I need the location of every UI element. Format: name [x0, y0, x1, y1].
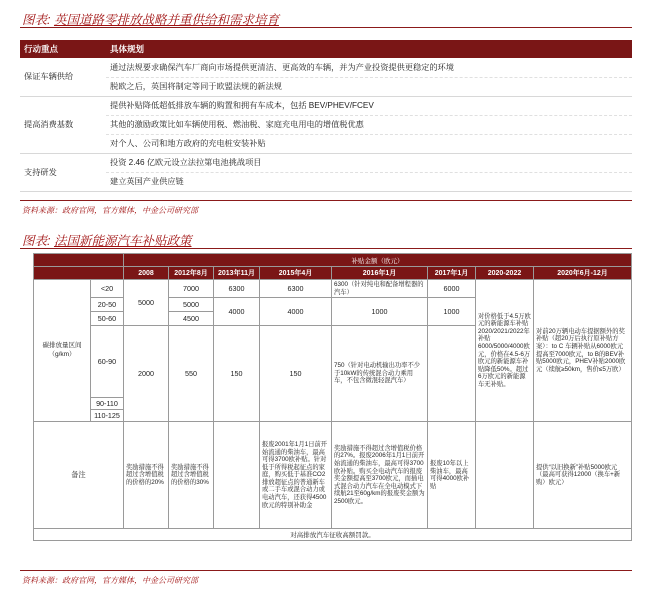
t2-note-empty — [476, 422, 534, 529]
figure2-prefix: 图表: — [22, 234, 51, 248]
t1-item: 投资 2.46 亿欧元设立法拉第电池挑战项目 — [106, 153, 632, 172]
t2-band-label: 补贴金额（欧元） — [124, 254, 632, 267]
t1-header-plan: 具体规划 — [106, 40, 632, 58]
figure1-top-rule — [20, 27, 632, 28]
t2-range: 50-60 — [91, 312, 124, 326]
figure2-source: 资料来源：政府官网，官方媒体，中金公司研究部 — [22, 576, 198, 585]
t2-range: 60-90 — [91, 326, 124, 398]
figure1-title — [22, 10, 279, 28]
t2-cell: 750（针对电动机输出功率不少于10kW的传统混合动力乘用车，不包含微混轻混汽车） — [332, 326, 428, 422]
t2-cell: 550 — [169, 326, 214, 422]
t2-note: 提供“以旧换新”补贴5000欧元（最高可获得12000（换车+新购）欧元） — [534, 422, 632, 529]
figure2-table — [33, 253, 632, 541]
t2-cell: 4000 — [214, 298, 260, 326]
t2-note-empty — [214, 422, 260, 529]
t1-category: 提高消费基数 — [20, 96, 106, 153]
t2-note-label: 备注 — [34, 422, 124, 529]
t2-footnote: 对高排放汽车征收高额罚款。 — [34, 529, 632, 541]
figure1-source: 资料来源：政府官网，官方媒体，中金公司研究部 — [22, 206, 198, 215]
t2-cell: 4500 — [169, 312, 214, 326]
t2-col-corner — [34, 267, 124, 280]
figure2-title — [22, 231, 191, 249]
figure1-title-text: 英国道路零排放战略并重供给和需求培育 — [53, 13, 279, 27]
t2-range: 90-110 — [91, 398, 124, 410]
figure2-title-text: 法国新能源汽车补贴政策 — [53, 234, 192, 248]
figure2-table-wrap — [33, 253, 631, 568]
t2-col-header: 2008 — [124, 267, 169, 280]
t2-range: 110-125 — [91, 410, 124, 422]
t2-cell: 6300（针对纯电和配备增程器的汽车） — [332, 280, 428, 298]
figure2-top-rule — [20, 248, 632, 249]
t1-item: 其他的激励政策比如车辆使用税、燃油税、家庭充电用电的增值税优惠 — [106, 115, 632, 134]
t2-cell: 1000 — [332, 298, 428, 326]
t2-note: 奖励措施不得超过含增值税的价格的20% — [124, 422, 169, 529]
figure2-bottom-rule — [20, 570, 632, 571]
t1-item: 提供补贴降低超低排放车辆的购置和拥有车成本，包括 BEV/PHEV/FCEV — [106, 96, 632, 115]
t2-range: 20-50 — [91, 298, 124, 312]
t2-cell: 对价格低于4.5万欧元的新能源车补贴 2020/2021/2022年补贴 6000/5000/4000欧元，价格在4.5-6万欧元的新能源车补贴降低50%。超过6万欧元的新能源车无补贴。 — [476, 280, 534, 422]
t1-category: 保证车辆供给 — [20, 58, 106, 96]
t2-cell: 7000 — [169, 280, 214, 298]
t2-col-header: 2020-2022 — [476, 267, 534, 280]
t2-cell-empty — [428, 326, 476, 422]
t2-range: <20 — [91, 280, 124, 298]
t2-cell: 150 — [260, 326, 332, 422]
t2-cell: 6000 — [428, 280, 476, 298]
t1-item: 对个人、公司和地方政府的充电桩安装补贴 — [106, 134, 632, 153]
t1-item: 通过法规要求确保汽车厂商向市场提供更清洁、更高效的车辆，并为产业投资提供更稳定的环境 — [106, 58, 632, 77]
figure1-table — [20, 40, 632, 192]
t2-note: 报废2001年1月1日前开始流通的柴油车，最高可得3700欧补贴。针对低于所得税起征点的家庭，购买低于基准CO2排放超征点的普通新车或二手车或混合动力或电动汽车，还获得4500欧元的特别补助金 — [260, 422, 332, 529]
figure1-prefix: 图表: — [22, 13, 51, 27]
t2-note: 报废10年以上柴油车，最高可得4000欧补贴 — [428, 422, 476, 529]
t1-item: 建立英国产业供应链 — [106, 172, 632, 191]
t2-band-empty — [34, 254, 124, 267]
t2-col-header: 2016年1月 — [332, 267, 428, 280]
t2-cell: 150 — [214, 326, 260, 422]
t1-item: 脱欧之后，英国将制定等同于欧盟法规的新法规 — [106, 77, 632, 96]
figure1-bottom-rule — [20, 200, 632, 201]
t2-row-label: 碳排放量区间（g/km） — [34, 280, 91, 422]
t2-cell: 4000 — [260, 298, 332, 326]
t2-cell: 6300 — [260, 280, 332, 298]
t2-col-header: 2013年11月 — [214, 267, 260, 280]
t2-cell: 对前20万辆电动车提据额外的奖补贴（超20万后执行原补贴方案）：to C 车辆补贴从6000欧元提高至7000欧元，to B的BEV补贴5000欧元，PHEV补贴2000欧元（续航≥50km，售价≤5万欧） — [534, 280, 632, 422]
t2-cell: 5000 — [124, 280, 169, 326]
t2-cell: 1000 — [428, 298, 476, 326]
t2-cell: 2000 — [124, 326, 169, 422]
t2-col-header: 2012年8月 — [169, 267, 214, 280]
t2-note: 奖励措施不得超过含增值税的价格的30% — [169, 422, 214, 529]
t1-category: 支持研发 — [20, 153, 106, 191]
t2-cell: 6300 — [214, 280, 260, 298]
t2-note: 奖励措施不得超过含增值税价格的27%。报废2006年1月1日前开始流通的柴油车，最高可得3700欧补贴。购买全电动汽车的报废奖金额提高至3700欧元，而插电式混合动力汽车在全电动模式下续航21至60g/km的报废奖金额为2500欧元。 — [332, 422, 428, 529]
t2-col-header: 2015年4月 — [260, 267, 332, 280]
t2-col-header: 2020年6月-12月 — [534, 267, 632, 280]
t1-header-focus: 行动重点 — [20, 40, 106, 58]
t2-col-header: 2017年1月 — [428, 267, 476, 280]
t2-cell: 5000 — [169, 298, 214, 312]
